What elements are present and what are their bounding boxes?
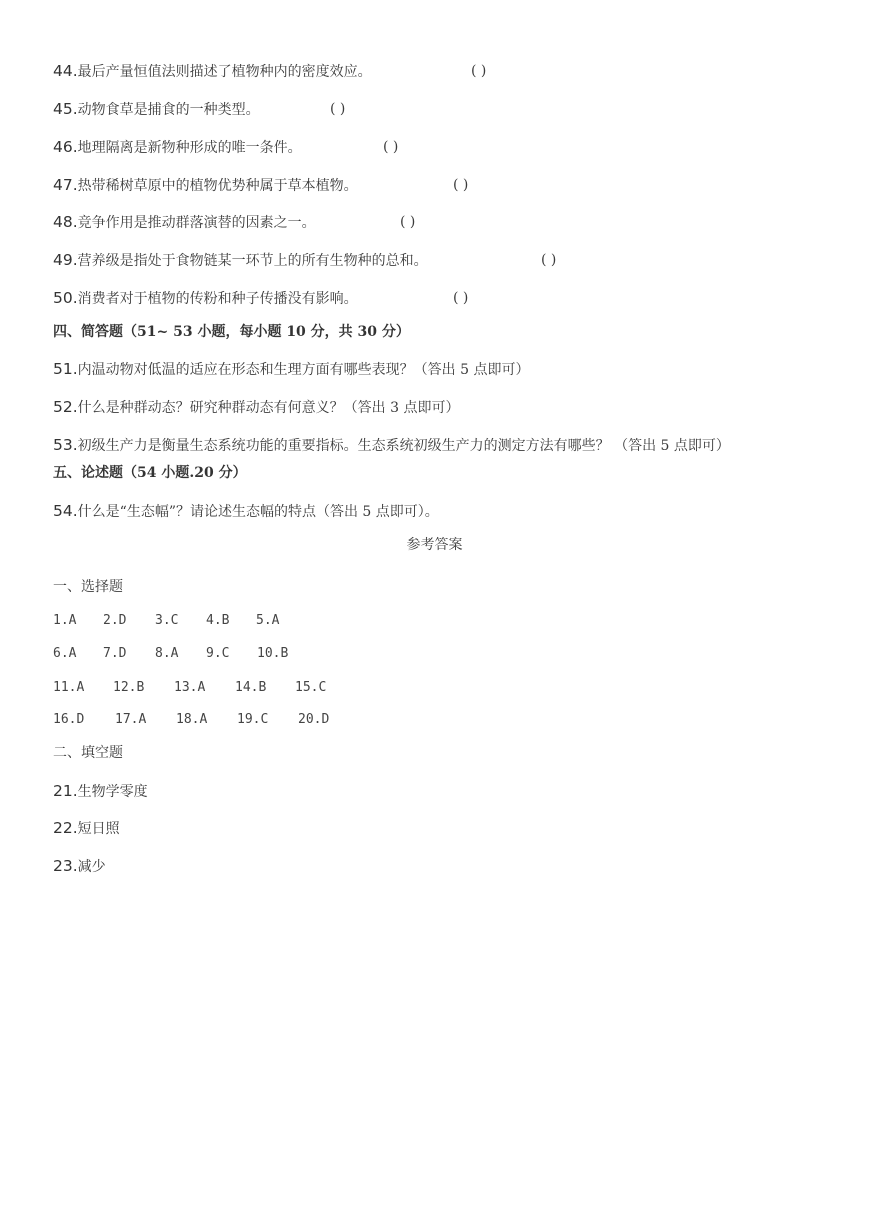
answer-section-fill: 二、填空题	[53, 745, 123, 761]
answer-row-1	[53, 611, 279, 631]
answer-text: 减少	[77, 859, 106, 875]
answer-item: 19.C	[237, 712, 269, 727]
fill-answer-22	[53, 818, 120, 839]
question-49	[53, 250, 557, 271]
answer-blank: ( )	[471, 63, 487, 79]
question-number: 52.	[53, 398, 78, 416]
answer-item: 14.B	[235, 680, 267, 695]
question-text: 地理隔离是新物种形成的唯一条件。	[77, 140, 302, 156]
question-51	[53, 359, 529, 380]
question-text: 动物食草是捕食的一种类型。	[77, 102, 260, 118]
answer-item: 20.D	[298, 712, 330, 727]
question-number: 48.	[53, 213, 78, 231]
answer-item: 5.A	[256, 613, 280, 628]
question-53	[53, 435, 730, 456]
answer-text: 短日照	[77, 821, 120, 837]
answer-row-2	[53, 644, 288, 664]
question-text: 竞争作用是推动群落演替的因素之一。	[77, 215, 316, 231]
answer-item: 4.B	[206, 613, 230, 628]
fill-answer-23	[53, 856, 106, 877]
question-number: 21.	[53, 782, 78, 800]
answer-item: 18.A	[176, 712, 208, 727]
question-text: 热带稀树草原中的植物优势种属于草本植物。	[77, 178, 358, 194]
question-text: 营养级是指处于食物链某一环节上的所有生物种的总和。	[77, 253, 428, 269]
answer-item: 17.A	[115, 712, 147, 727]
answer-blank: ( )	[383, 139, 399, 155]
question-number: 46.	[53, 138, 78, 156]
answer-blank: ( )	[400, 214, 416, 230]
answer-item: 11.A	[53, 680, 85, 695]
answer-blank: ( )	[330, 101, 346, 117]
answer-item: 12.B	[113, 680, 145, 695]
question-text: 什么是“生态幅”？请论述生态幅的特点（答出 5 点即可）。	[77, 504, 439, 520]
question-number: 23.	[53, 857, 78, 875]
question-number: 54.	[53, 502, 78, 520]
answer-item: 9.C	[206, 646, 230, 661]
answer-item: 3.C	[155, 613, 179, 628]
question-54	[53, 501, 439, 522]
answer-row-4	[53, 710, 329, 730]
question-number: 22.	[53, 819, 78, 837]
question-number: 47.	[53, 176, 78, 194]
question-number: 50.	[53, 289, 78, 307]
answer-item: 2.D	[103, 613, 127, 628]
answer-item: 13.A	[174, 680, 206, 695]
question-number: 51.	[53, 360, 78, 378]
question-52	[53, 397, 459, 418]
question-47	[53, 175, 469, 196]
answer-item: 8.A	[155, 646, 179, 661]
question-number: 45.	[53, 100, 78, 118]
question-text: 最后产量恒值法则描述了植物种内的密度效应。	[77, 64, 372, 80]
section-heading-short-answer: 四、简答题（51~ 53 小题，每小题 10 分，共 30 分）	[53, 324, 410, 340]
answer-key-title: 参考答案	[406, 537, 463, 553]
question-48	[53, 212, 416, 233]
answer-blank: ( )	[453, 177, 469, 193]
answer-item: 1.A	[53, 613, 77, 628]
fill-answer-21	[53, 781, 148, 802]
question-number: 49.	[53, 251, 78, 269]
question-45	[53, 99, 346, 120]
answer-blank: ( )	[453, 290, 469, 306]
answer-section-choice: 一、选择题	[53, 579, 123, 595]
answer-item: 15.C	[295, 680, 327, 695]
question-text: 初级生产力是衡量生态系统功能的重要指标。生态系统初级生产力的测定方法有哪些？ （答出 5 点即可）	[77, 438, 730, 454]
section-heading-essay: 五、论述题（54 小题.20 分）	[53, 465, 247, 481]
question-text: 内温动物对低温的适应在形态和生理方面有哪些表现？（答出 5 点即可）	[77, 362, 530, 378]
question-text: 什么是种群动态？研究种群动态有何意义？（答出 3 点即可）	[77, 400, 460, 416]
answer-item: 6.A	[53, 646, 77, 661]
answer-blank: ( )	[541, 252, 557, 268]
question-number: 53.	[53, 436, 78, 454]
question-46	[53, 137, 399, 158]
answer-text: 生物学零度	[77, 784, 148, 800]
question-number: 44.	[53, 62, 78, 80]
answer-row-3	[53, 678, 326, 698]
question-44	[53, 61, 487, 82]
question-50	[53, 288, 469, 309]
question-text: 消费者对于植物的传粉和种子传播没有影响。	[77, 291, 358, 307]
answer-item: 16.D	[53, 712, 85, 727]
answer-item: 10.B	[257, 646, 289, 661]
answer-item: 7.D	[103, 646, 127, 661]
